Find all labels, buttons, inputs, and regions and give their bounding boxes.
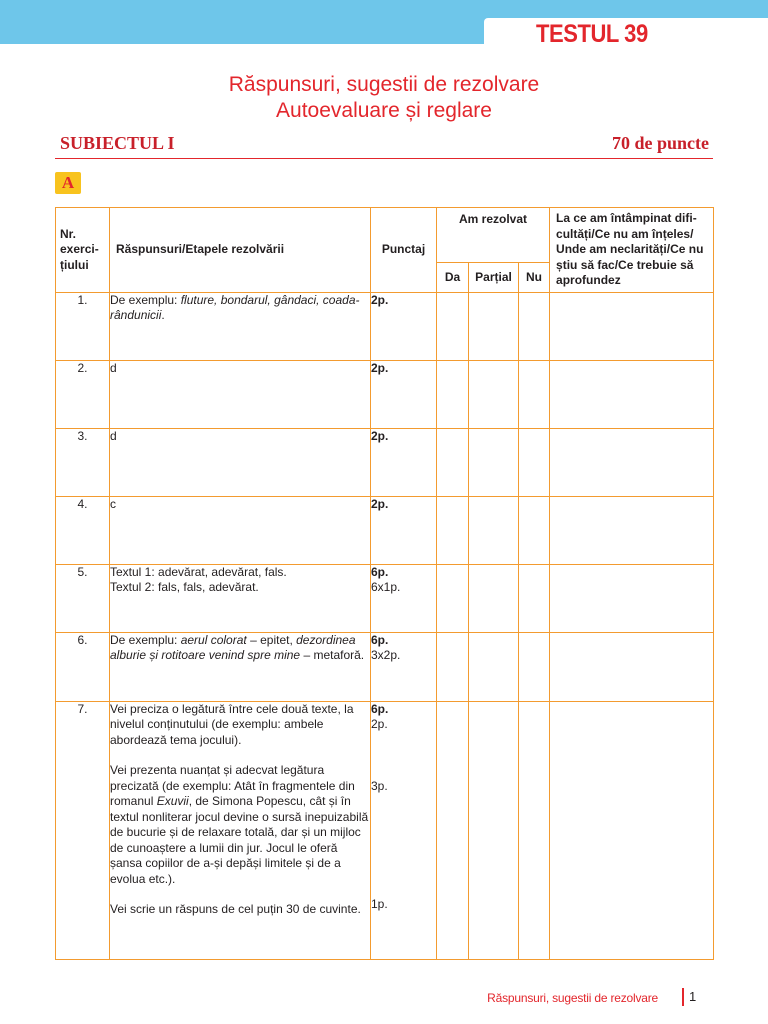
header-punctaj: Punctaj [371,208,437,293]
cell-partial[interactable] [469,428,519,496]
header-raspunsuri: Răspunsuri/Etapele rezolvării [110,208,371,293]
row-points [371,632,437,701]
table-row [56,292,714,360]
answer-paragraph: Vei scrie un răspuns de cel puțin 30 de cuvinte. [110,902,361,916]
subject-points: 70 de puncte [611,133,709,153]
points-total: 2p. [371,428,389,443]
table-row [56,428,714,496]
cell-partial[interactable] [469,360,519,428]
cell-dificultati[interactable] [550,292,714,360]
table-row [56,564,714,632]
cell-da[interactable] [437,632,469,701]
row-number: 3. [56,428,110,496]
points-total: 2p. [371,360,389,375]
answer-italic: Exuvii [156,794,189,808]
cell-partial[interactable] [469,701,519,959]
cell-da[interactable] [437,701,469,959]
row-answer [110,292,371,360]
row-points [371,701,437,959]
section-badge: A [55,172,81,194]
answer-text: Vei prezenta nuanțat și adecvat legătura precizată (de exemplu: Atât în fragmentele din romanul [110,763,355,808]
row-points [371,360,437,428]
footer-divider [682,988,684,1006]
answer-italic: dezordinea alburie și rotitoare venind spre mine [110,632,356,662]
cell-nu[interactable] [519,701,550,959]
table-row [56,632,714,701]
row-number: 5. [56,564,110,632]
answer-mid: – epitet, [246,632,297,647]
points-total: 2p. [371,496,389,511]
answers-table [55,207,714,960]
cell-nu[interactable] [519,564,550,632]
cell-dificultati[interactable] [550,496,714,564]
row-points [371,292,437,360]
cell-da[interactable] [437,360,469,428]
points-total: 6p. [371,564,389,579]
points-detail: 3p. [371,778,388,793]
points-detail: 3x2p. [371,648,401,662]
cell-da[interactable] [437,564,469,632]
cell-partial[interactable] [469,496,519,564]
cell-dificultati[interactable] [550,701,714,959]
cell-da[interactable] [437,292,469,360]
row-number: 6. [56,632,110,701]
row-answer: d [110,428,371,496]
row-answer [110,564,371,632]
cell-nu[interactable] [519,632,550,701]
answer-paragraph: Vei preciza o legătură între cele două texte, la nivelul conținutului (de exemplu: ambele abordează tema jocului). [110,701,354,747]
cell-nu[interactable] [519,292,550,360]
answer-suffix: – metaforă. [300,648,365,662]
answer-suffix: . [161,308,165,322]
cell-dificultati[interactable] [550,360,714,428]
row-number: 2. [56,360,110,428]
row-number: 7. [56,701,110,959]
table-row [56,496,714,564]
cell-nu[interactable] [519,360,550,428]
header-am-rezolvat: Am rezolvat [437,208,550,263]
row-answer [110,701,371,959]
cell-dificultati[interactable] [550,632,714,701]
row-points [371,428,437,496]
cell-da[interactable] [437,428,469,496]
answer-line: Textul 1: adevărat, adevărat, fals. [110,564,287,579]
cell-partial[interactable] [469,564,519,632]
cell-partial[interactable] [469,292,519,360]
header-dificultati: La ce am întâmpinat difi-cultăți/Ce nu am înțeles/ Unde am neclarități/Ce nu știu să fac/Ce trebuie să aprofundez [550,208,714,293]
header-nu: Nu [519,263,550,292]
answer-line: Textul 2: fals, fals, adevărat. [110,580,259,594]
cell-nu[interactable] [519,428,550,496]
page-title: Răspunsuri, sugestii de rezolvare [228,73,540,96]
row-answer [110,632,371,701]
row-points [371,564,437,632]
test-label: TESTUL 39 [536,20,648,48]
row-points [371,496,437,564]
points-total: 6p. [371,701,389,716]
subject-name: SUBIECTUL I [60,133,175,153]
cell-dificultati[interactable] [550,428,714,496]
subject-divider [55,158,713,159]
cell-dificultati[interactable] [550,564,714,632]
points-detail: 6x1p. [371,580,401,594]
cell-nu[interactable] [519,496,550,564]
row-answer: c [110,496,371,564]
table-row [56,360,714,428]
cell-da[interactable] [437,496,469,564]
header-da: Da [437,263,469,292]
header-partial: Parțial [469,263,519,292]
header-nr: Nr. exerci-țiului [56,208,110,293]
points-total: 6p. [371,632,389,647]
cell-partial[interactable] [469,632,519,701]
page-number: 1 [689,989,697,1004]
points-detail: 1p. [371,897,388,911]
row-number: 1. [56,292,110,360]
row-answer: d [110,360,371,428]
answer-paragraph [110,763,370,887]
answer-prefix: De exemplu: [110,632,181,647]
footer-text: Răspunsuri, sugestii de rezolvare [487,991,658,1005]
row-number: 4. [56,496,110,564]
points-total: 2p. [371,292,389,307]
page-subtitle: Autoevaluare și reglare [276,99,492,122]
answer-italic: fluture, bondarul, gândaci, coada-rândunicii [110,292,360,322]
answer-text: , de Simona Popescu, cât și în textul nonliterar jocul devine o sursă inepuizabilă de bucurie și de relaxare totală, dar și un mijloc de cunoaștere a lumii din jur. Jocul le oferă șansa copiilor de a-și depăși limitele și de a evolua etc.). [110,794,369,886]
table-row [56,701,714,959]
points-detail: 2p. [371,717,388,731]
answer-prefix: De exemplu: [110,292,181,307]
table-header-row [56,208,714,263]
answer-italic: aerul colorat [180,632,247,647]
